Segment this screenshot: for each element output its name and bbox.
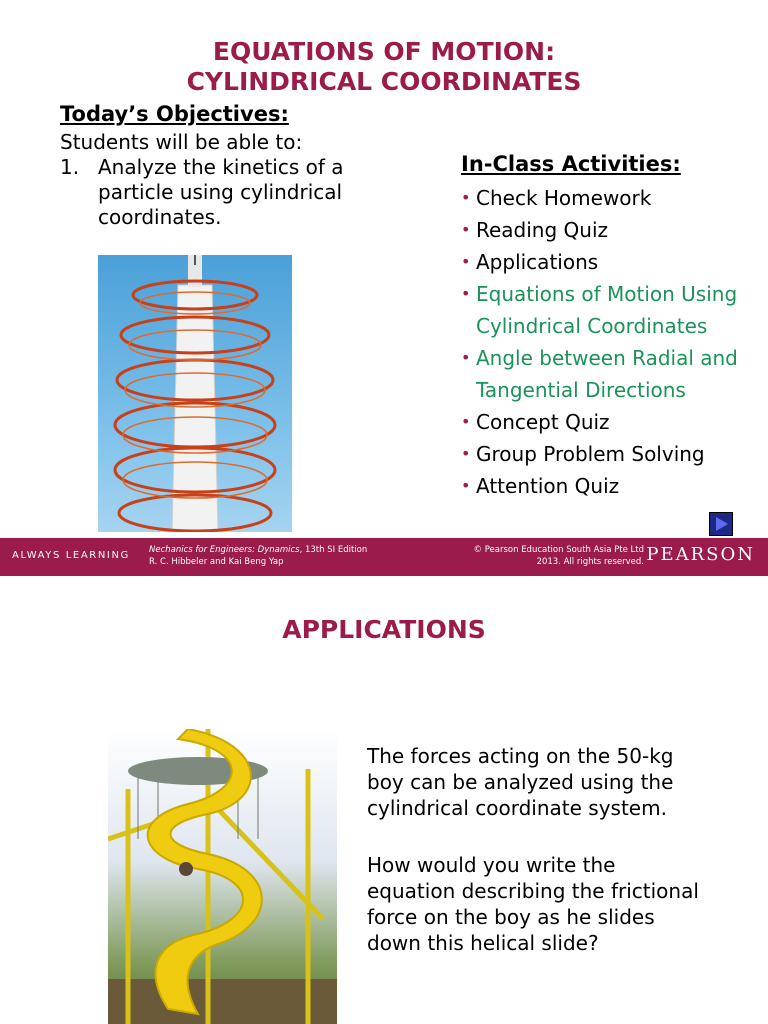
bullet-icon: • bbox=[461, 252, 471, 271]
activity-item bbox=[461, 278, 766, 342]
footer-book-edition: , 13th SI Edition bbox=[299, 545, 368, 555]
activity-label: Angle between Radial and Tangential Directions bbox=[476, 346, 738, 402]
footer-book-info bbox=[149, 544, 367, 568]
bullet-icon: • bbox=[461, 348, 471, 367]
footer-copyright-line2: 2013. All rights reserved. bbox=[536, 557, 644, 567]
next-arrow-icon[interactable] bbox=[709, 512, 733, 536]
slide-title-line2: CYLINDRICAL COORDINATES bbox=[186, 67, 582, 96]
activity-label: Check Homework bbox=[476, 186, 652, 210]
activity-item bbox=[461, 438, 766, 470]
objective-text: Analyze the kinetics of a particle using cylindrical coordinates. bbox=[98, 155, 344, 229]
bullet-icon: • bbox=[461, 444, 471, 463]
footer-copyright bbox=[474, 544, 644, 568]
footer-copyright-line1: © Pearson Education South Asia Pte Ltd bbox=[473, 545, 644, 555]
footer-book-title: Nechanics for Engineers: Dynamics bbox=[149, 545, 300, 555]
objective-number: 1. bbox=[60, 155, 80, 179]
activity-item bbox=[461, 342, 766, 406]
footer-tagline: ALWAYS LEARNING bbox=[12, 550, 130, 561]
activity-label: Attention Quiz bbox=[476, 474, 620, 498]
slide-footer bbox=[0, 538, 768, 576]
activity-item bbox=[461, 182, 766, 214]
activities-list bbox=[461, 182, 766, 502]
activity-label: Concept Quiz bbox=[476, 410, 610, 434]
bullet-icon: • bbox=[461, 476, 471, 495]
applications-paragraph-1: The forces acting on the 50-kg boy can be analyzed using the cylindrical coordinate system. bbox=[367, 744, 674, 820]
bullet-icon: • bbox=[461, 412, 471, 431]
activity-label: Equations of Motion Using Cylindrical Coordinates bbox=[476, 282, 738, 338]
footer-authors: R. C. Hibbeler and Kai Beng Yap bbox=[149, 557, 284, 567]
applications-title: APPLICATIONS bbox=[282, 615, 486, 644]
helical-slide-image bbox=[108, 729, 337, 1024]
objectives-heading: Today’s Objectives: bbox=[60, 102, 289, 126]
activity-item bbox=[461, 214, 766, 246]
objectives-intro: Students will be able to: bbox=[60, 130, 303, 154]
slide-applications bbox=[0, 576, 768, 1024]
slide-title-line1: EQUATIONS OF MOTION: bbox=[212, 37, 556, 66]
activity-item bbox=[461, 406, 766, 438]
activity-item bbox=[461, 470, 766, 502]
activities-heading: In-Class Activities: bbox=[461, 152, 681, 176]
pearson-logo: PEARSON bbox=[646, 544, 755, 565]
activity-label: Reading Quiz bbox=[476, 218, 609, 242]
bullet-icon: • bbox=[461, 284, 471, 303]
activity-item bbox=[461, 246, 766, 278]
applications-paragraph-2: How would you write the equation describing the frictional force on the boy as he slides down this helical slide? bbox=[367, 853, 699, 955]
activity-label: Applications bbox=[476, 250, 599, 274]
spiral-tower-image bbox=[98, 255, 292, 532]
bullet-icon: • bbox=[461, 220, 471, 239]
activity-label: Group Problem Solving bbox=[476, 442, 705, 466]
bullet-icon: • bbox=[461, 188, 471, 207]
